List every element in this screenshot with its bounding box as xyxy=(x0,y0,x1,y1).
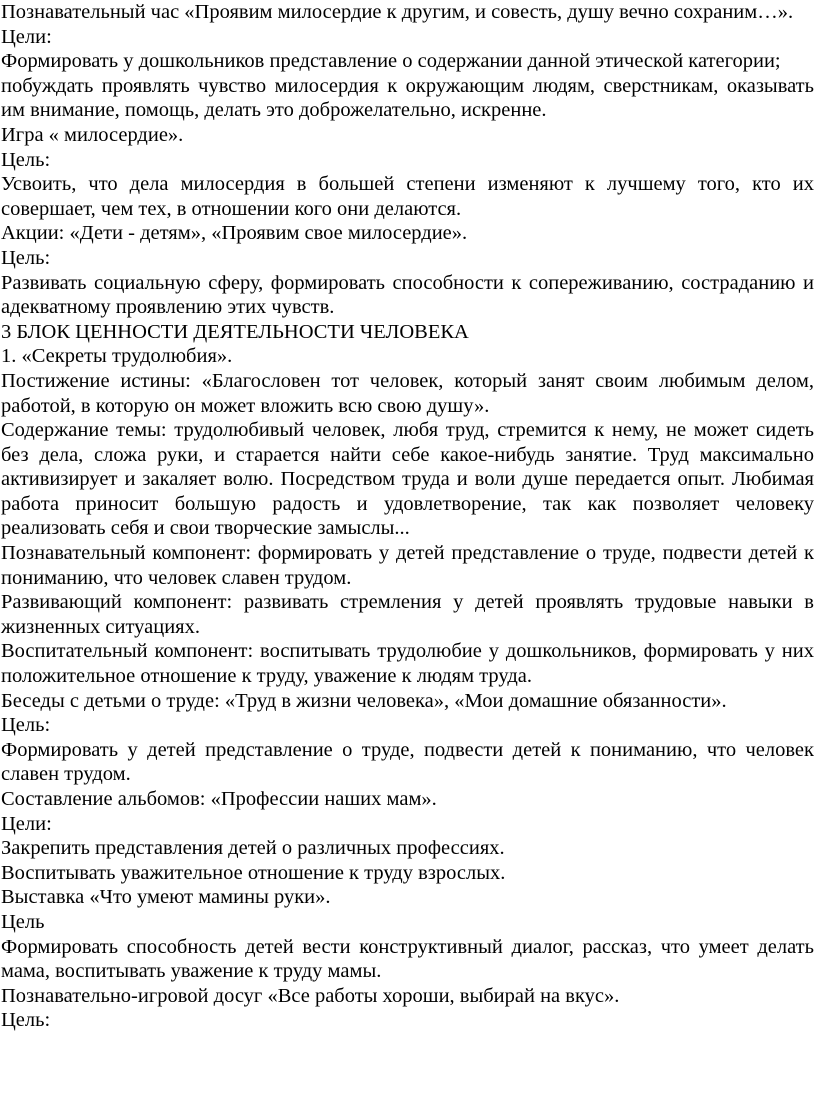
actions-title: Акции: «Дети - детям», «Проявим свое милосердие». xyxy=(1,222,468,245)
topic-content: Содержание темы: трудолюбивый человек, любя труд, стремится к нему, не может сидеть без дела, сложа руки, и старается найти себе какое-нибудь занятие. Труд максимально активизирует и закаляет волю. Посредством труда и воли душе передается опыт. Любимая работа приносит большую радость и удовлетворение, так как позволяет человеку реализовать себя и свои творческие замыслы... xyxy=(1,419,814,540)
leisure-title: Познавательно-игровой досуг «Все работы хороши, выбирай на вкус». xyxy=(1,984,620,1007)
goal-heading: Цель xyxy=(1,910,45,933)
truth-text: Постижение истины: «Благословен тот человек, который занят своим любимым делом, работой, в которую он может вложить всю свою душу». xyxy=(1,369,814,417)
goals-heading: Цели: xyxy=(1,25,52,48)
conversations-title: Беседы с детьми о труде: «Труд в жизни человека», «Мои домашние обязанности». xyxy=(1,689,727,712)
goal-text: Воспитывать уважительное отношение к труду взрослых. xyxy=(1,861,506,884)
goal-heading: Цель: xyxy=(1,148,51,171)
cognitive-component: Познавательный компонент: формировать у детей представление о труде, подвести детей к пониманию, что человек славен трудом. xyxy=(1,542,814,589)
developing-component: Развивающий компонент: развивать стремления у детей проявлять трудовые навыки в жизненных ситуациях. xyxy=(1,591,814,638)
goal-text: Развивать социальную сферу, формировать способности к сопереживанию, состраданию и адекватному проявлению этих чувств. xyxy=(1,271,814,319)
event-title-1: Познавательный час «Проявим милосердие к другим, и совесть, душу вечно сохраним…». xyxy=(1,1,794,23)
topic-title: 1. «Секреты трудолюбия». xyxy=(1,345,233,368)
goal-heading: Цель: xyxy=(1,1009,51,1032)
goal-text: Закрепить представления детей о различных профессиях. xyxy=(1,837,505,860)
goal-text: Формировать способность детей вести конструктивный диалог, рассказ, что умеет делать мама, воспитывать уважение к труду мамы. xyxy=(1,935,814,983)
educational-component: Воспитательный компонент: воспитывать трудолюбие у дошкольников, формировать у них положительное отношение к труду, уважение к людям труда. xyxy=(1,640,814,688)
game-title: Игра « милосердие». xyxy=(1,123,184,146)
goal-text: Формировать у детей представление о труде, подвести детей к пониманию, что человек славен трудом. xyxy=(1,738,814,786)
goal-text: Усвоить, что дела милосердия в большей степени изменяют к лучшему того, кто их совершает, чем тех, в отношении кого они делаются. xyxy=(1,173,814,220)
goal-text: побуждать проявлять чувство милосердия к окружающим людям, сверстникам, оказывать им внимание, помощь, делать это доброжелательно, искренне. xyxy=(1,74,814,122)
section-heading: 3 БЛОК ЦЕННОСТИ ДЕЯТЕЛЬНОСТИ ЧЕЛОВЕКА xyxy=(1,320,469,343)
goals-heading: Цели: xyxy=(1,812,52,835)
goal-text: Формировать у дошкольников представление о содержании данной этической категории; xyxy=(1,50,781,73)
goal-heading: Цель: xyxy=(1,246,51,269)
exhibition-title: Выставка «Что умеют мамины руки». xyxy=(1,886,331,909)
goal-heading: Цель: xyxy=(1,714,51,737)
albums-title: Составление альбомов: «Профессии наших мам». xyxy=(1,788,437,810)
